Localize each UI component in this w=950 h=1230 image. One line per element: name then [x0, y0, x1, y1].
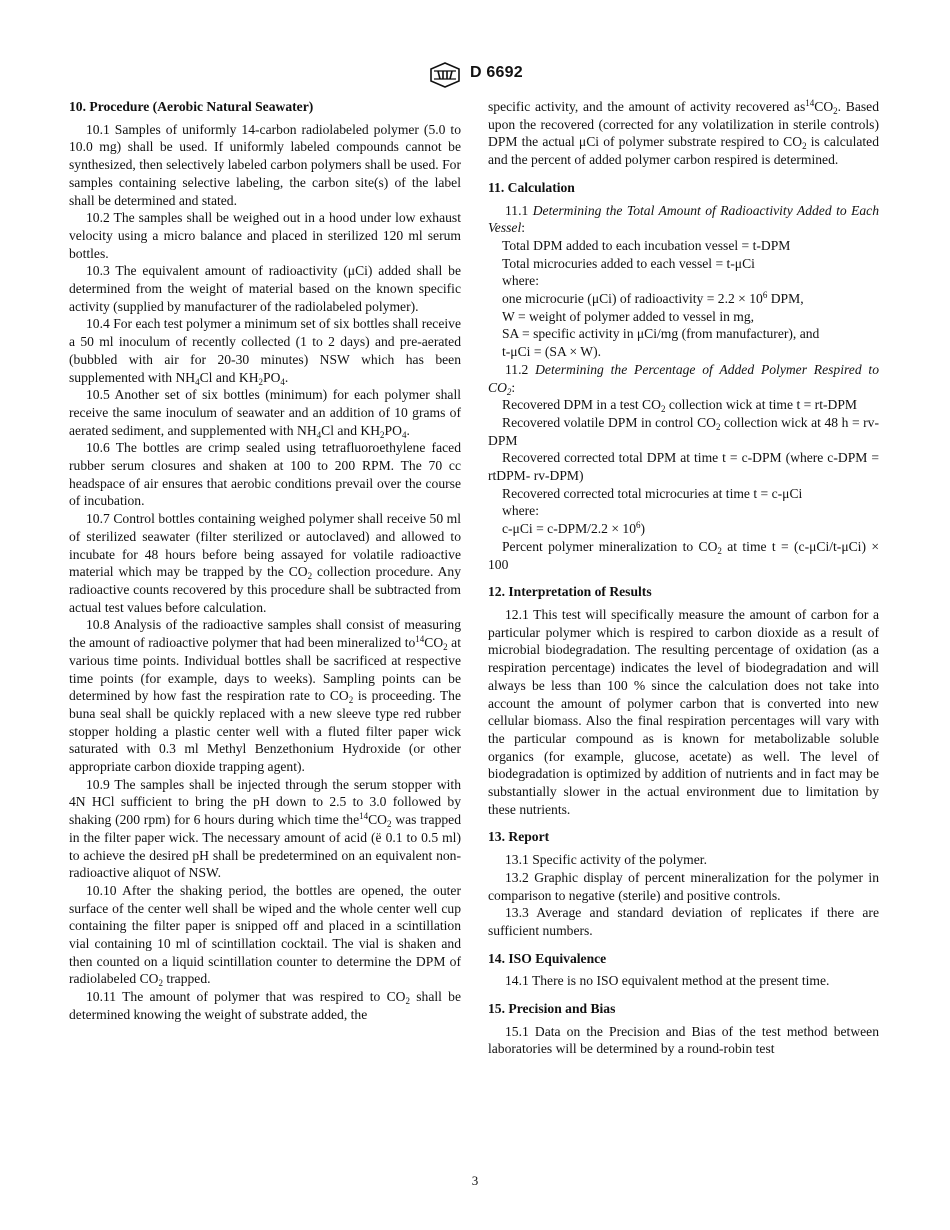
formula-line: t-μCi = (SA × W). — [502, 344, 602, 360]
section-10-heading: 10. Procedure (Aerobic Natural Seawater) — [69, 99, 314, 114]
paragraph-10-9: 10.9 The samples shall be injected through the serum stopper with 4N HCl sufficient to bring the pH down to 2.5 to 3.0 followed by shaking (200 rpm) for 6 hours during which time $the^{14}CO_2$ was trapped in the filter paper wick. The necessary amount of acid (ë 0.1 to 0.5 ml) to achieve the desired pH shall be predetermined on an equivalent non-radioactive aliquot of NSW. — [69, 776, 461, 881]
page-header — [0, 62, 950, 90]
paragraph-10-7: 10.7 Control bottles containing weighed polymer shall receive 50 ml of sterilized seawater (filter sterilized or autoclaved) and allowed to incubate for 48 hours before being assayed for volatile radioactive material which may be trapped by the $CO_2$ collection procedure. Any radioactive counts recovered by this procedure shall be subtracted from actual test values before calculation. — [69, 511, 461, 615]
section-13-heading: 13. Report — [488, 829, 550, 845]
formula-line: Recovered corrected total microcuries at time t = c-μCi — [502, 485, 803, 501]
formula-line: Percent polymer mineralization to $CO_2$ at time t = (c-μCi/t-μCi) × 100 — [488, 538, 879, 572]
formula-line: where: — [502, 503, 539, 519]
formula-line: Total DPM added to each incubation vessel = t-DPM — [502, 237, 791, 253]
paragraph-13-3: 13.3 Average and standard deviation of replicates if there are sufficient numbers. — [488, 905, 879, 938]
formula-line: SA = specific activity in μCi/mg (from manufacturer), and — [502, 326, 820, 342]
paragraph-13-2: 13.2 Graphic display of percent mineralization for the polymer in comparison to negative (sterile) and positive controls. — [488, 869, 879, 903]
section-15-heading: 15. Precision and Bias — [488, 1001, 616, 1017]
formula-line: W = weight of polymer added to vessel in mg, — [502, 308, 755, 324]
paragraph-10-11: 10.11 The amount of polymer that was respired to $CO_2$ shall be determined knowing the weight of substrate added, the — [69, 989, 461, 1022]
section-12-heading: 12. Interpretation of Results — [488, 584, 652, 600]
paragraph-10-10: 10.10 After the shaking period, the bottles are opened, the outer surface of the center well shall be wiped and the whole center well cup containing the filter paper is snipped off and placed in a scintillation vial containing 10 ml of scintillation cocktail. The vial is shaken and then counted on a liquid scintillation counter to determine the DPM of radiolabeled $CO_2$ trapped. — [69, 882, 461, 989]
paragraph-15-1: 15.1 Data on the Precision and Bias of the test method between laboratories will be determined by a round-robin test — [488, 1023, 879, 1057]
paragraph-10-5: 10.5 Another set of six bottles (minimum) for each polymer shall receive the same inoculum of seawater and an addition of 10 grams of aerated sediment, and supplemented with $NH_4Cl$ and $KH_2PO_4$. — [69, 387, 461, 440]
paragraph-10-3: 10.3 The equivalent amount of radioactivity (μCi) added shall be determined from the weight of material based on the known specific activity (supplied by manufacturer of the radiolabeled polymer). — [69, 263, 461, 314]
left-column — [69, 98, 461, 1024]
paragraph-10-8: 10.8 Analysis of the radioactive samples shall consist of measuring the amount of radioactive polymer that had been mineralized $to^{14}CO_2$ at various time points. Individual bottles shall be sacrificed at respective time points (for example, days to weeks). Sampling points can be determined by how fast the respiration rate to $CO_2$ is proceeding. The buna seal shall be quickly replaced with a new sleeve type red rubber stopper holding a plastic center well with a fluted filter paper wick saturated with 0.3 ml Methyl Benzethonium Hydroxide (or other appropriate carbon dioxide trapping agent). — [69, 617, 461, 775]
astm-logo-icon — [430, 62, 460, 88]
formula-line: Recovered volatile DPM in control $CO_2$ collection wick at 48 h = rv-DPM — [488, 414, 879, 448]
section-14-heading: 14. ISO Equivalence — [488, 950, 607, 966]
section-11-heading: 11. Calculation — [488, 179, 575, 195]
paragraph-10-6: 10.6 The bottles are crimp sealed using tetrafluoroethylene faced rubber serum closures and shaken at 100 to 200 RPM. The 70 cc headspace of air ensures that aerobic conditions prevail over the course of incubation. — [69, 440, 461, 509]
formula-line: $c-\mu Ci = c-DPM/2.2 \times 10^6$) — [502, 520, 646, 537]
paragraph-11-2: 11.2 Determining the Percentage of Added Polymer Respired to $CO_2$: — [488, 361, 880, 397]
paragraph-14-1: 14.1 There is no ISO equivalent method at the present time. — [505, 973, 830, 989]
paragraph-13-1: 13.1 Specific activity of the polymer. — [505, 852, 707, 868]
formula-line: where: — [502, 273, 539, 289]
formula-line: one microcurie (μCi) of radioactivity = $2.2 \times 10^6$ DPM, — [502, 290, 804, 307]
formula-line: Recovered corrected total DPM at time t = c-DPM (where c-DPM = rtDPM- rv-DPM) — [488, 450, 879, 484]
standard-designation: D 6692 — [470, 64, 523, 81]
paragraph-11-1: 11.1 Determining the Total Amount of Radioactivity Added to Each Vessel: — [488, 202, 879, 236]
formula-line: Total microcuries added to each vessel = t-μCi — [502, 255, 755, 271]
paragraph-10-11-continued: specific activity, and the amount of activity recovered $as^{14}CO_2$. Based upon the recovered (corrected for any volatilization in sterile controls) DPM the actual μCi of polymer substrate respired to $CO_2$ is calculated and the percent of added polymer carbon respired is determined. — [488, 98, 879, 168]
paragraph-10-1: 10.1 Samples of uniformly 14-carbon radiolabeled polymer (5.0 to 10.0 mg) shall be used. If uniformly labeled compounds cannot be synthesized, then selectively labeled carbon polymers shall be used. For samples containing selective labeling, the carbon site(s) of the label shall be determined and stated. — [69, 121, 461, 208]
paragraph-10-4: 10.4 For each test polymer a minimum set of six bottles shall receive a 50 ml inoculum of recently collected (1 to 2 days) and pre-aerated (bubbled with air for 20-30 minutes) NSW which has been supplemented with $NH_4Cl$ and $KH_2PO_4$. — [69, 316, 461, 387]
paragraph-10-2: 10.2 The samples shall be weighed out in a hood under low exhaust velocity using a micro balance and placed in sterilized 120 ml serum bottles. — [69, 210, 461, 261]
right-column — [488, 98, 879, 1058]
paragraph-12-1: 12.1 This test will specifically measure the amount of carbon for a particular polymer which is respired to carbon dioxide as a result of microbial biodegradation. The resulting percentage of oxidation (as a respiration percentage) indicates the level of biodegradation and will always be less than 100 % since the calculation does not take into account the amount of polymer carbon that is converted into new cellular biomass. Also the final respiration percentages will vary with the particular compound as is known for metabolizable soluble organics (for example, glucose, acetate) as well. The level of biodegradation is optimized by addition of nutrients and in fact may be substantially slower in the actual environment due to limitation by these nutrients. — [488, 606, 879, 817]
page-number: 3 — [471, 1173, 479, 1188]
formula-line: Recovered DPM in a test $CO_2$ collection wick at time t = rt-DPM — [502, 397, 857, 415]
